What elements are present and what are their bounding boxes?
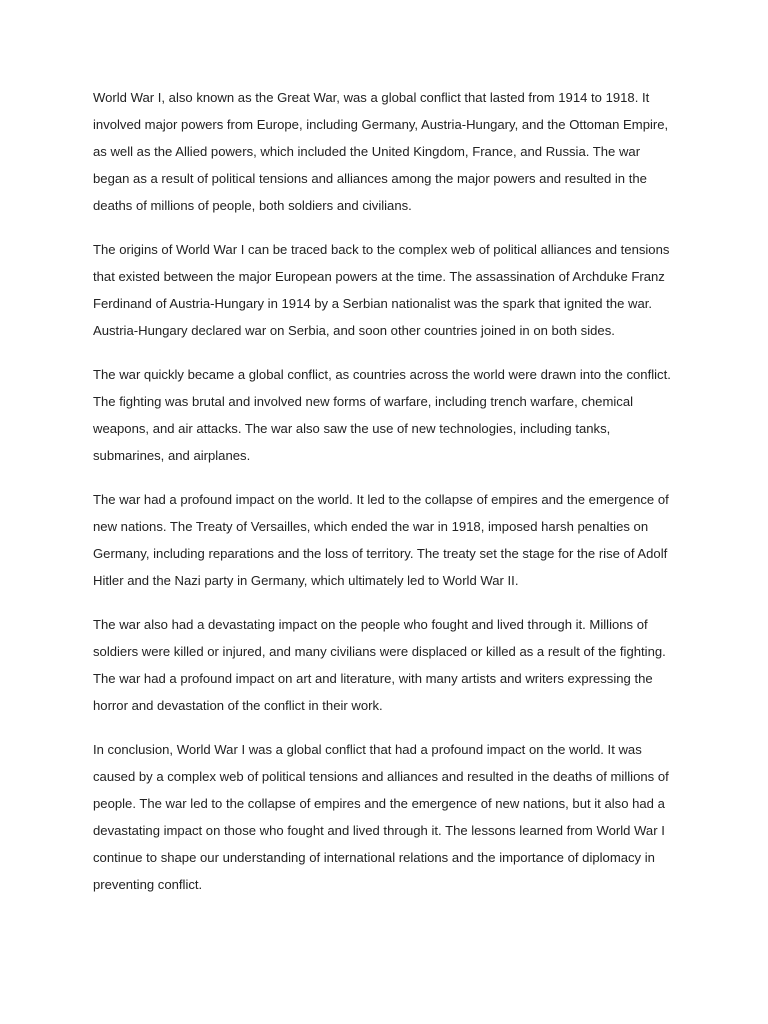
paragraph-conclusion: In conclusion, World War I was a global conflict that had a profound impact on the world. It was caused by a complex web of political tensions and alliances and resulted in the deaths of millions of people. The war led to the collapse of empires and the emergence of new nations, but it also had a devastating impact on those who fought and lived through it. The lessons learned from World War I continue to shape our understanding of international relations and the importance of diplomacy in preventing conflict. [93, 742, 669, 892]
paragraph-impact-on-people: The war also had a devastating impact on the people who fought and lived through it. Millions of soldiers were killed or injured, and many civilians were displaced or killed as a result of the fighting. The war had a profound impact on art and literature, with many artists and writers expressing the horror and devastation of the conflict in their work. [93, 617, 666, 713]
paragraph-introduction: World War I, also known as the Great War, was a global conflict that lasted from 1914 to 1918. It involved major powers from Europe, including Germany, Austria-Hungary, and the Ottoman Empire, as well as the Allied powers, which included the United Kingdom, France, and Russia. The war began as a result of political tensions and alliances among the major powers and resulted in the deaths of millions of people, both soldiers and civilians. [93, 90, 669, 213]
paragraph-origins: The origins of World War I can be traced back to the complex web of political alliances and tensions that existed between the major European powers at the time. The assassination of Archduke Franz Ferdinand of Austria-Hungary in 1914 by a Serbian nationalist was the spark that ignited the war. Austria-Hungary declared war on Serbia, and soon other countries joined in on both sides. [93, 242, 670, 338]
paragraph-global-conflict: The war quickly became a global conflict, as countries across the world were drawn into the conflict. The fighting was brutal and involved new forms of warfare, including trench warfare, chemical weapons, and air attacks. The war also saw the use of new technologies, including tanks, submarines, and airplanes. [93, 367, 671, 463]
paragraph-impact-on-world: The war had a profound impact on the world. It led to the collapse of empires and the emergence of new nations. The Treaty of Versailles, which ended the war in 1918, imposed harsh penalties on Germany, including reparations and the loss of territory. The treaty set the stage for the rise of Adolf Hitler and the Nazi party in Germany, which ultimately led to World War II. [93, 492, 669, 588]
document-body [93, 84, 678, 915]
